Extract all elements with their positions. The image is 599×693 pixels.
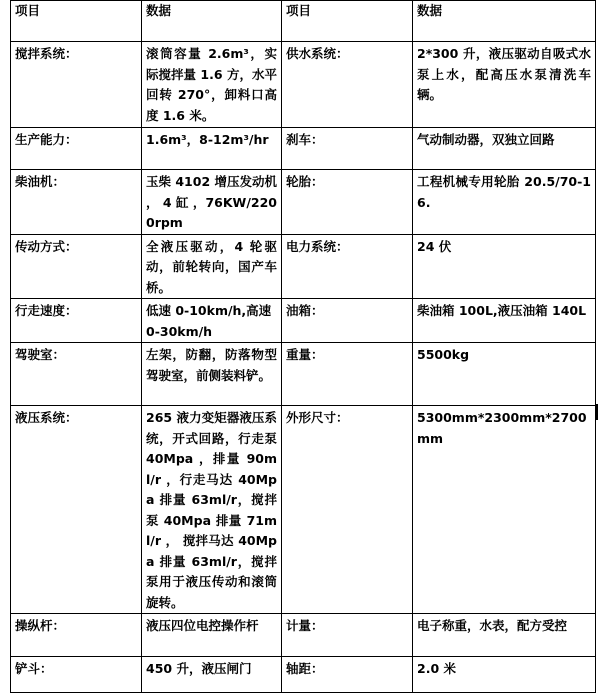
label-weight: 重量：	[282, 343, 413, 406]
table-row-cab	[11, 343, 596, 406]
table-row-hydraulic-system	[11, 406, 596, 614]
label-tires: 轮胎：	[282, 170, 413, 235]
value-dimensions: 5300mm*2300mm*2700mm	[413, 406, 596, 614]
label-travel-speed: 行走速度：	[11, 299, 142, 343]
header-item-2: 项目	[282, 1, 413, 42]
value-weight: 5500kg	[413, 343, 596, 406]
value-travel-speed: 低速 0-10km/h,高速 0-30km/h	[142, 299, 282, 343]
label-mixing-system: 搅拌系统：	[11, 42, 142, 128]
header-data-2: 数据	[413, 1, 596, 42]
label-cab: 驾驶室：	[11, 343, 142, 406]
label-brake: 刹车：	[282, 128, 413, 170]
header-item-1: 项目	[11, 1, 142, 42]
header-data-1: 数据	[142, 1, 282, 42]
table-row-transmission	[11, 234, 596, 299]
table-row-production-capacity	[11, 128, 596, 170]
value-metering: 电子称重，水表，配方受控	[413, 614, 596, 657]
value-cab: 左架，防翻，防落物型驾驶室，前侧装料铲。	[142, 343, 282, 406]
table-row-control-lever	[11, 614, 596, 657]
value-fuel-tank: 柴油箱 100L,液压油箱 140L	[413, 299, 596, 343]
label-water-supply: 供水系统：	[282, 42, 413, 128]
value-diesel-engine: 玉柴 4102 增压发动机 ， 4 缸 ，76KW/2200rpm	[142, 170, 282, 235]
value-tires: 工程机械专用轮胎 20.5/70-16.	[413, 170, 596, 235]
value-mixing-system: 滚筒容量 2.6m³，实际搅拌量 1.6 方，水平回转 270°，卸料口高度 1.6 米。	[142, 42, 282, 128]
label-hydraulic-system: 液压系统：	[11, 406, 142, 614]
value-bucket: 450 升，液压闸门	[142, 657, 282, 693]
text-cursor-mark	[596, 404, 598, 420]
label-dimensions: 外形尺寸：	[282, 406, 413, 614]
value-hydraulic-system: 265 液力变矩器液压系统，开式回路，行走泵 40Mpa ，排量 90ml/r ，行走马达 40Mpa 排量 63ml/r，搅拌泵 40Mpa 排量 71ml/r ， 搅拌马达 40Mpa 排量 63ml/r，搅拌泵用于液压传动和滚筒旋转。	[142, 406, 282, 614]
label-metering: 计量：	[282, 614, 413, 657]
label-bucket: 铲斗：	[11, 657, 142, 693]
label-production-capacity: 生产能力：	[11, 128, 142, 170]
table-row-mixing-system	[11, 42, 596, 128]
table-row-bucket	[11, 657, 596, 693]
value-transmission: 全液压驱动，4 轮驱动，前轮转向，国产车桥。	[142, 234, 282, 299]
value-wheelbase: 2.0 米	[413, 657, 596, 693]
table-row-diesel-engine	[11, 170, 596, 235]
value-production-capacity: 1.6m³，8-12m³/hr	[142, 128, 282, 170]
label-power-system: 电力系统：	[282, 234, 413, 299]
label-wheelbase: 轴距：	[282, 657, 413, 693]
value-control-lever: 液压四位电控操作杆	[142, 614, 282, 657]
label-transmission: 传动方式：	[11, 234, 142, 299]
value-brake: 气动制动器，双独立回路	[413, 128, 596, 170]
header-row	[11, 1, 596, 42]
label-control-lever: 操纵杆：	[11, 614, 142, 657]
spec-table	[10, 0, 596, 693]
value-water-supply: 2*300 升，液压驱动自吸式水泵上水，配高压水泵清洗车辆。	[413, 42, 596, 128]
value-power-system: 24 伏	[413, 234, 596, 299]
label-diesel-engine: 柴油机：	[11, 170, 142, 235]
table-row-travel-speed	[11, 299, 596, 343]
label-fuel-tank: 油箱：	[282, 299, 413, 343]
